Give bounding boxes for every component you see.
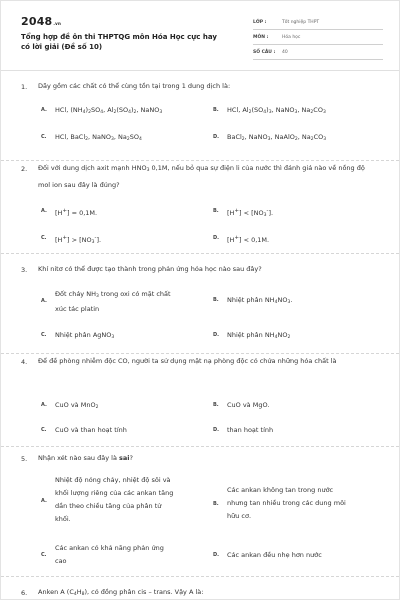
meta-row-mon xyxy=(253,30,383,45)
option-b[interactable]: B. Nhiệt phân $NH_4NO_3$. xyxy=(213,296,293,305)
question-number: 3. xyxy=(21,266,28,274)
option-d[interactable]: D. Các ankan đều nhẹ hơn nước xyxy=(213,551,322,559)
option-c[interactable]: C. Nhiệt phân AgNO$_3$ xyxy=(41,331,115,340)
question-text: Dãy gồm các chất có thể cùng tồn tại trong 1 dung dịch là: xyxy=(38,82,231,90)
option-a[interactable]: A. Đốt cháy $NH_3$ trong oxi có mặt chất xúc tác platin xyxy=(41,290,171,313)
question-number: 6. xyxy=(21,589,28,597)
question-number: 5. xyxy=(21,455,28,463)
question-text: Đối với dung dịch axit mạnh $HNO_3$ 0,1M, nếu bỏ qua sự điện li của nước thì đánh giá nào về nồng độ mol ion sau đây là đúng? xyxy=(38,164,365,189)
option-c[interactable]: C. CuO và than hoạt tính xyxy=(41,426,127,434)
brand-logo[interactable]: 2048.vn xyxy=(21,15,61,28)
question-number: 1. xyxy=(21,83,28,91)
meta-row-lop xyxy=(253,15,383,30)
mon-value: Hóa học xyxy=(282,34,301,40)
option-b[interactable]: B. CuO và MgO. xyxy=(213,401,270,409)
lop-label: LỚP : xyxy=(253,19,267,25)
option-c[interactable]: C. HCl, BaCl$_2$, NaNO$_3$, $Na_2SO_4$ xyxy=(41,133,142,142)
option-a[interactable]: A. Nhiệt độ nóng chảy, nhiệt độ sôi và khối lượng riêng của các ankan tăng dần theo chiều tăng của phân tử khối. xyxy=(41,476,174,523)
option-d[interactable]: D. than hoạt tính xyxy=(213,426,274,434)
option-c[interactable]: C. Các ankan có khả năng phản ứng cao xyxy=(41,544,164,565)
option-d[interactable]: D. [H+] < 0,1M. xyxy=(213,235,270,245)
socau-value: 40 xyxy=(282,49,288,55)
meta-row-socau xyxy=(253,45,383,60)
question-1 xyxy=(1,71,399,161)
question-text: Để đề phòng nhiễm độc CO, người ta sử dụng mặt nạ phòng độc có chứa những hóa chất là xyxy=(38,357,337,365)
question-5 xyxy=(1,447,399,577)
question-text: Khí nitơ có thể được tạo thành trong phản ứng hóa học nào sau đây? xyxy=(38,265,262,273)
meta-table xyxy=(253,15,383,60)
option-d[interactable]: D. BaCl$_2$, NaNO$_3$, NaAlO$_2$, $Na_2CO_3$ xyxy=(213,133,327,142)
option-a[interactable]: A. CuO và MnO$_2$ xyxy=(41,401,99,410)
question-2 xyxy=(1,161,399,254)
question-6 xyxy=(1,577,399,600)
option-d[interactable]: D. Nhiệt phân $NH_4NO_2$ xyxy=(213,331,291,340)
mon-label: MÔN : xyxy=(253,34,269,40)
question-text: Anken A $(C_4H_8)$, có đồng phân cis – trans. Vậy A là: xyxy=(38,588,204,597)
question-text: Nhận xét nào sau đây là sai? xyxy=(38,454,133,462)
option-a[interactable]: A. HCl, $(NH_4)_2SO_4$, $Al_2(SO_4)_2$, NaNO$_3$ xyxy=(41,106,163,115)
document-header xyxy=(1,1,400,71)
option-c[interactable]: C. $[H^+] > [NO_3^-]$. xyxy=(41,235,102,246)
question-number: 4. xyxy=(21,358,28,366)
question-3 xyxy=(1,254,399,354)
question-4 xyxy=(1,354,399,447)
option-b[interactable]: B. Các ankan không tan trong nước nhưng tan nhiều trong các dung môi hữu cơ. xyxy=(213,486,346,520)
option-b[interactable]: B. HCl, $Al_2(SO_4)_3$, NaNO$_3$, $Na_2CO_3$ xyxy=(213,106,326,115)
lop-value: Tốt nghiệp THPT xyxy=(282,19,320,25)
option-a[interactable]: A. [H+] = 0,1M. xyxy=(41,208,98,218)
question-number: 2. xyxy=(21,165,28,173)
option-b[interactable]: B. $[H^+] < [NO_3^-]$. xyxy=(213,208,274,219)
socau-label: SỐ CÂU : xyxy=(253,49,276,55)
document-title: Tổng hợp đề ôn thi THPTQG môn Hóa Học cực hay có lời giải (Đề số 10) xyxy=(21,33,217,51)
